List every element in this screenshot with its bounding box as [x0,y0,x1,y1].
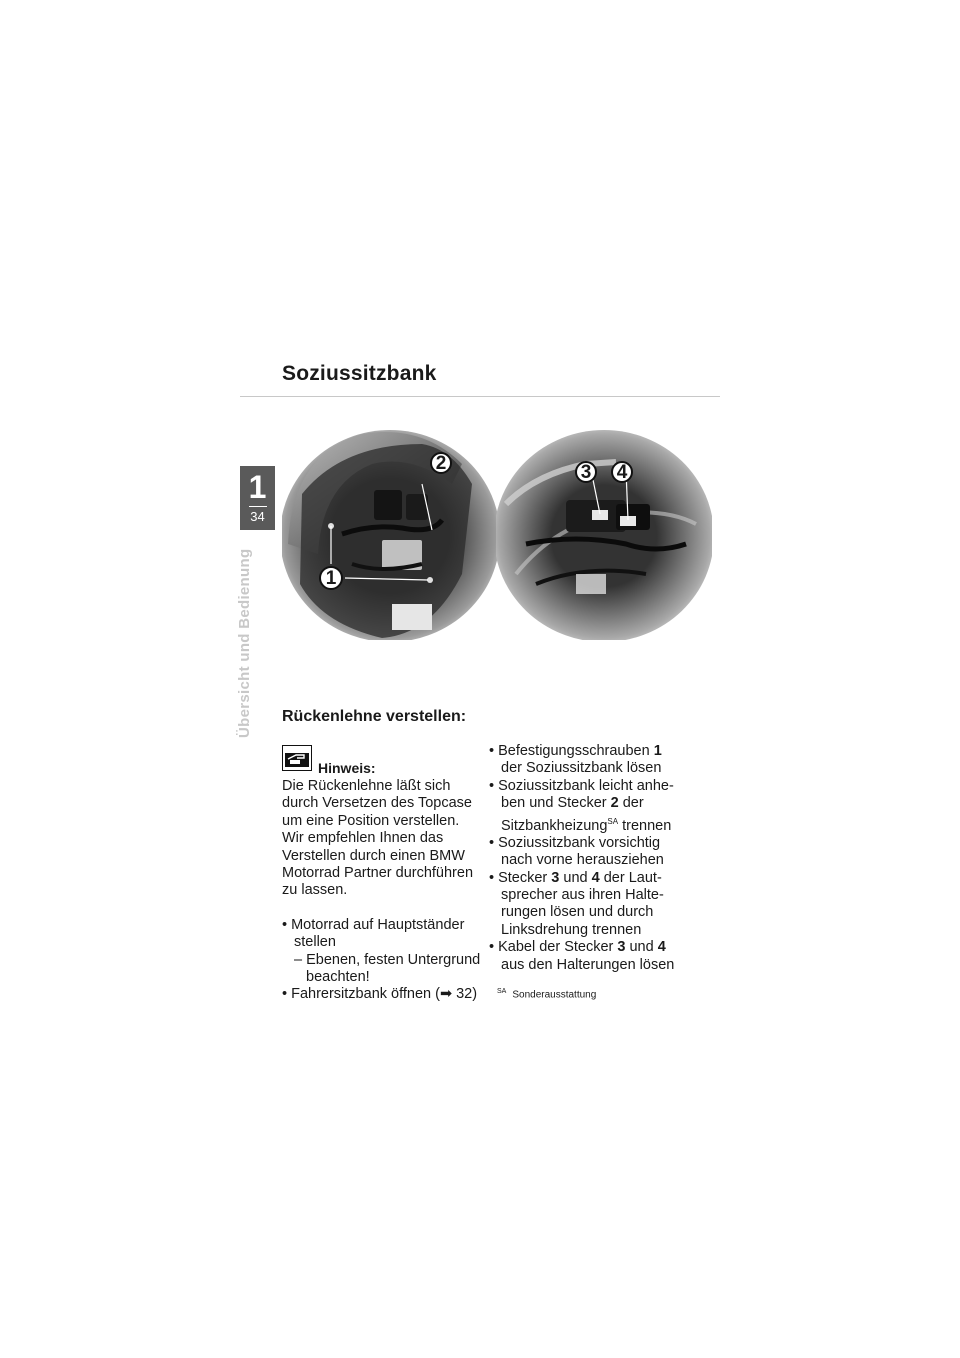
callout-2: 2 [430,452,452,474]
part-ref: 3 [617,939,626,956]
chapter-number: 1 [248,469,267,505]
special-equipment-mark: SA [607,816,619,826]
step-text: und [625,939,658,956]
note-line: durch Versetzen des Topcase [282,795,472,812]
page-number: 34 [250,509,265,524]
step-line: • Motorrad auf Hauptständer [282,916,465,933]
step-text: Linksdrehung trennen [501,921,642,938]
side-chapter-label: Übersicht und Bedienung [236,548,253,738]
step-text: • Soziussitzbank leicht anhe- [489,777,674,794]
callout-1: 1 [319,566,343,590]
sub-step-line: – Ebenen, festen Untergrund [294,951,481,968]
step-line: • Fahrersitzbank öffnen (➡ 32) [282,986,478,1003]
part-ref: 4 [591,869,600,886]
step-text: sprecher aus ihren Halte- [501,887,664,904]
step-text: trennen [618,817,672,834]
title-divider [240,396,720,397]
step-text: rungen lösen und durch [501,904,654,921]
step-text: • Stecker [489,869,552,886]
step-text: der [618,795,644,812]
step-text: der Laut- [599,869,662,886]
left-column [282,778,482,1004]
step-text: • Befestigungsschrauben [489,743,654,759]
part-ref: 3 [551,869,560,886]
section-heading: Rückenlehne verstellen: [282,708,467,725]
sub-step-line: beachten! [306,969,370,986]
note-line: Motorrad Partner durchführen [282,865,474,882]
step-text: und [559,869,592,886]
note-line: Verstellen durch einen BMW [282,847,465,864]
footnote-mark: SA [497,988,507,995]
note-label: Hinweis: [318,760,376,776]
page-title: Soziussitzbank [282,362,437,385]
note-line: Wir empfehlen Ihnen das [282,830,444,847]
step-text: • Kabel der Stecker [489,939,618,956]
chapter-tab-divider [249,506,267,507]
step-text: Sitzbankheizung [501,817,608,834]
footnote-text: Sonderausstattung [512,989,597,1001]
photo-speaker-connectors [496,424,712,640]
right-column [489,743,699,974]
part-ref: 4 [657,939,666,956]
step-text: ben und Stecker [501,795,611,812]
note-line: zu lassen. [282,882,348,899]
callout-3: 3 [575,461,597,483]
part-ref: 2 [610,795,619,812]
step-text: nach vorne herausziehen [501,852,664,869]
note-hand-icon [282,745,312,771]
step-line: stellen [294,934,336,951]
note-line: Die Rückenlehne läßt sich [282,778,451,794]
step-text: aus den Halterungen lösen [501,956,675,973]
note-line: um eine Position verstellen. [282,812,460,829]
step-text: der Soziussitzbank lösen [501,760,662,777]
part-ref: 1 [653,743,662,759]
step-text: • Soziussitzbank vorsichtig [489,834,661,851]
callout-4: 4 [611,461,633,483]
photo-passenger-seat-area [282,424,498,640]
footnote [497,988,596,1000]
